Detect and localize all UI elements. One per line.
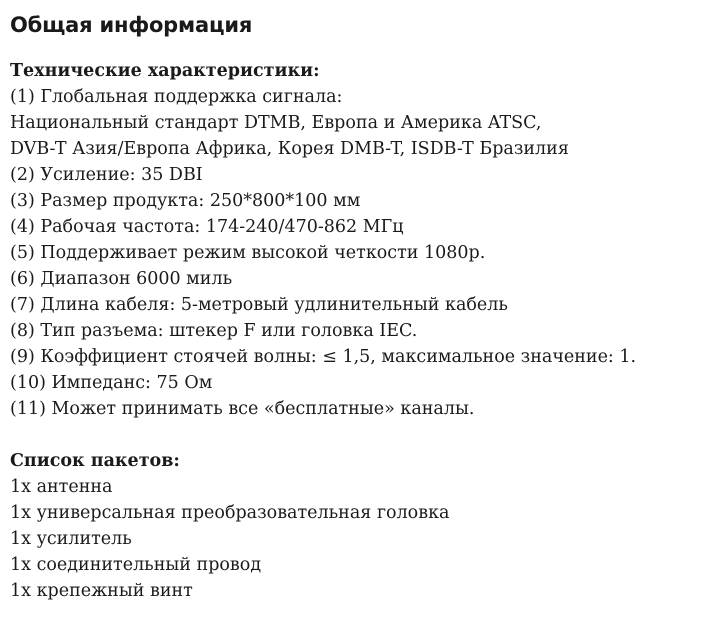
spec-line: (9) Коэффициент стоячей волны: ≤ 1,5, максимальное значение: 1. bbox=[10, 347, 637, 367]
page-title: Общая информация bbox=[10, 13, 253, 37]
package-list-section bbox=[10, 448, 716, 604]
spec-line: (4) Рабочая частота: 174-240/470-862 МГц bbox=[10, 217, 404, 237]
spec-line: (6) Диапазон 6000 миль bbox=[10, 269, 233, 289]
package-item: 1x антенна bbox=[10, 477, 113, 497]
package-item: 1x крепежный винт bbox=[10, 581, 193, 601]
spec-line: (3) Размер продукта: 250*800*100 мм bbox=[10, 191, 361, 211]
package-item: 1x соединительный провод bbox=[10, 555, 262, 575]
product-info-document bbox=[10, 0, 716, 604]
package-list-title: Список пакетов: bbox=[10, 451, 180, 471]
specifications-section bbox=[10, 58, 716, 422]
spec-line: (1) Глобальная поддержка сигнала: bbox=[10, 87, 343, 107]
spec-line: (5) Поддерживает режим высокой четкости 1080p. bbox=[10, 243, 486, 263]
package-item: 1x универсальная преобразовательная головка bbox=[10, 503, 450, 523]
spec-line: (7) Длина кабеля: 5-метровый удлинительный кабель bbox=[10, 295, 508, 315]
spec-line: (2) Усиление: 35 DBI bbox=[10, 165, 203, 185]
spec-line: Национальный стандарт DTMB, Европа и Америка ATSC, bbox=[10, 113, 542, 133]
package-item: 1x усилитель bbox=[10, 529, 132, 549]
specifications-title: Технические характеристики: bbox=[10, 61, 320, 81]
spec-line: (10) Импеданс: 75 Ом bbox=[10, 373, 213, 393]
spec-line: (8) Тип разъема: штекер F или головка IEC. bbox=[10, 321, 418, 341]
spec-line: DVB-T Азия/Европа Африка, Корея DMB-T, ISDB-T Бразилия bbox=[10, 139, 569, 159]
spec-line: (11) Может принимать все «бесплатные» каналы. bbox=[10, 399, 475, 419]
